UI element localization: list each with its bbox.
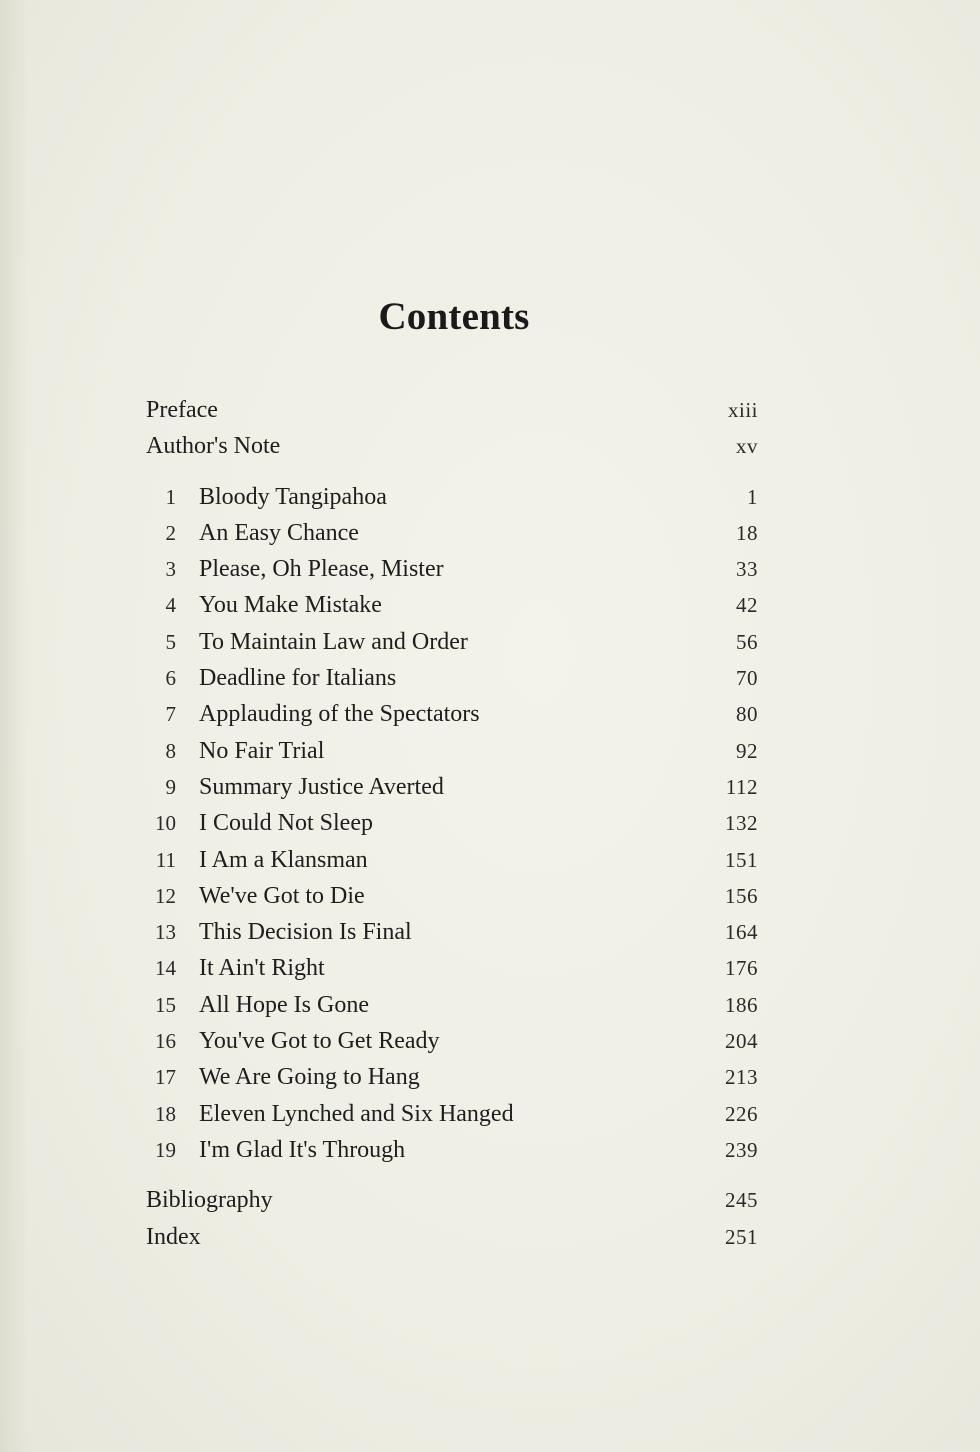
toc-chapter-entry bbox=[146, 1096, 758, 1132]
entry-title: I Could Not Sleep bbox=[199, 810, 373, 837]
chapter-number: 11 bbox=[155, 847, 176, 872]
page-number: 213 bbox=[725, 1065, 758, 1090]
entry-title: An Easy Chance bbox=[199, 519, 359, 546]
entry-title: Please, Oh Please, Mister bbox=[199, 556, 444, 583]
page-number: xiii bbox=[727, 398, 758, 422]
entry-title: Preface bbox=[146, 397, 218, 423]
chapter-number: 19 bbox=[155, 1137, 176, 1162]
chapter-number: 1 bbox=[165, 484, 176, 509]
page-number: 92 bbox=[736, 738, 758, 763]
front-matter-list bbox=[146, 392, 758, 465]
table-of-contents bbox=[146, 392, 758, 1255]
entry-title: Applauding of the Spectators bbox=[199, 701, 480, 728]
chapter-number: 8 bbox=[165, 738, 176, 763]
toc-entry bbox=[146, 428, 758, 464]
entry-title: Bloody Tangipahoa bbox=[199, 483, 387, 510]
page-number: 186 bbox=[725, 992, 758, 1017]
toc-chapter-entry bbox=[146, 1132, 758, 1168]
entry-title: This Decision Is Final bbox=[199, 919, 412, 946]
toc-chapter-entry bbox=[146, 551, 758, 587]
entry-title: Index bbox=[146, 1223, 201, 1250]
toc-chapter-entry bbox=[146, 842, 758, 878]
toc-entry bbox=[146, 392, 758, 428]
chapter-number: 3 bbox=[165, 557, 176, 582]
toc-chapter-entry bbox=[146, 1059, 758, 1095]
toc-chapter-entry bbox=[146, 950, 758, 986]
entry-title: You've Got to Get Ready bbox=[199, 1028, 440, 1055]
chapter-number: 6 bbox=[165, 666, 176, 691]
entry-title: Eleven Lynched and Six Hanged bbox=[199, 1100, 514, 1127]
entry-title: I Am a Klansman bbox=[199, 846, 368, 873]
toc-chapter-entry bbox=[146, 769, 758, 805]
toc-chapter-entry bbox=[146, 987, 758, 1023]
chapter-number: 4 bbox=[165, 593, 176, 618]
toc-chapter-entry bbox=[146, 1023, 758, 1059]
chapter-number: 13 bbox=[155, 920, 176, 945]
entry-title: We've Got to Die bbox=[199, 882, 365, 909]
entry-title: No Fair Trial bbox=[199, 737, 325, 764]
toc-chapter-entry bbox=[146, 878, 758, 914]
entry-title: Bibliography bbox=[146, 1187, 273, 1214]
chapter-number: 10 bbox=[155, 811, 176, 836]
page-number: 56 bbox=[736, 629, 758, 654]
page-number: 42 bbox=[736, 593, 758, 618]
entry-title: All Hope Is Gone bbox=[199, 991, 369, 1018]
toc-entry bbox=[146, 1182, 758, 1218]
toc-entry bbox=[146, 1219, 758, 1255]
page-number: 112 bbox=[725, 774, 758, 799]
toc-chapter-entry bbox=[146, 587, 758, 623]
page-number: 1 bbox=[747, 484, 758, 509]
spacer bbox=[146, 465, 758, 479]
chapter-number: 2 bbox=[165, 520, 176, 545]
chapter-number: 12 bbox=[155, 883, 176, 908]
entry-title: You Make Mistake bbox=[199, 592, 382, 619]
entry-title: I'm Glad It's Through bbox=[199, 1136, 406, 1163]
chapter-number: 9 bbox=[165, 774, 176, 799]
page-number: 226 bbox=[725, 1101, 758, 1126]
chapter-number: 7 bbox=[165, 702, 176, 727]
page-number: 156 bbox=[725, 883, 758, 908]
toc-chapter-entry bbox=[146, 479, 758, 515]
page-number: 132 bbox=[725, 811, 758, 836]
page-number: 80 bbox=[736, 702, 758, 727]
entry-title: It Ain't Right bbox=[199, 955, 325, 982]
page-number: 204 bbox=[725, 1029, 758, 1054]
entry-title: To Maintain Law and Order bbox=[199, 628, 468, 655]
chapter-number: 17 bbox=[155, 1065, 176, 1090]
spacer bbox=[146, 1168, 758, 1182]
page-number: 245 bbox=[725, 1188, 758, 1213]
page-number: 239 bbox=[725, 1137, 758, 1162]
page-number: 70 bbox=[736, 666, 758, 691]
entry-title: Summary Justice Averted bbox=[199, 773, 444, 800]
page-number: 251 bbox=[725, 1224, 758, 1249]
page-number: 151 bbox=[725, 847, 758, 872]
entry-title: Author's Note bbox=[146, 433, 281, 460]
contents-heading: Contents bbox=[378, 295, 530, 338]
toc-chapter-entry bbox=[146, 515, 758, 551]
page-number: 33 bbox=[736, 557, 758, 582]
chapter-number: 16 bbox=[155, 1029, 176, 1054]
toc-chapter-entry bbox=[146, 733, 758, 769]
toc-chapter-entry bbox=[146, 696, 758, 732]
chapter-number: 18 bbox=[155, 1101, 176, 1126]
entry-title: We Are Going to Hang bbox=[199, 1064, 420, 1091]
toc-chapter-entry bbox=[146, 660, 758, 696]
page-number: 18 bbox=[736, 520, 758, 545]
back-matter-list bbox=[146, 1182, 758, 1255]
chapter-list bbox=[146, 479, 758, 1169]
chapter-number: 5 bbox=[165, 629, 176, 654]
page-number: 176 bbox=[725, 956, 758, 981]
entry-title: Deadline for Italians bbox=[199, 665, 397, 692]
page-number: 164 bbox=[725, 920, 758, 945]
page-number: xv bbox=[736, 434, 758, 459]
toc-chapter-entry bbox=[146, 624, 758, 660]
chapter-number: 14 bbox=[155, 956, 176, 981]
toc-chapter-entry bbox=[146, 914, 758, 950]
chapter-number: 15 bbox=[155, 992, 176, 1017]
toc-chapter-entry bbox=[146, 805, 758, 841]
spine-shadow bbox=[0, 0, 28, 1452]
